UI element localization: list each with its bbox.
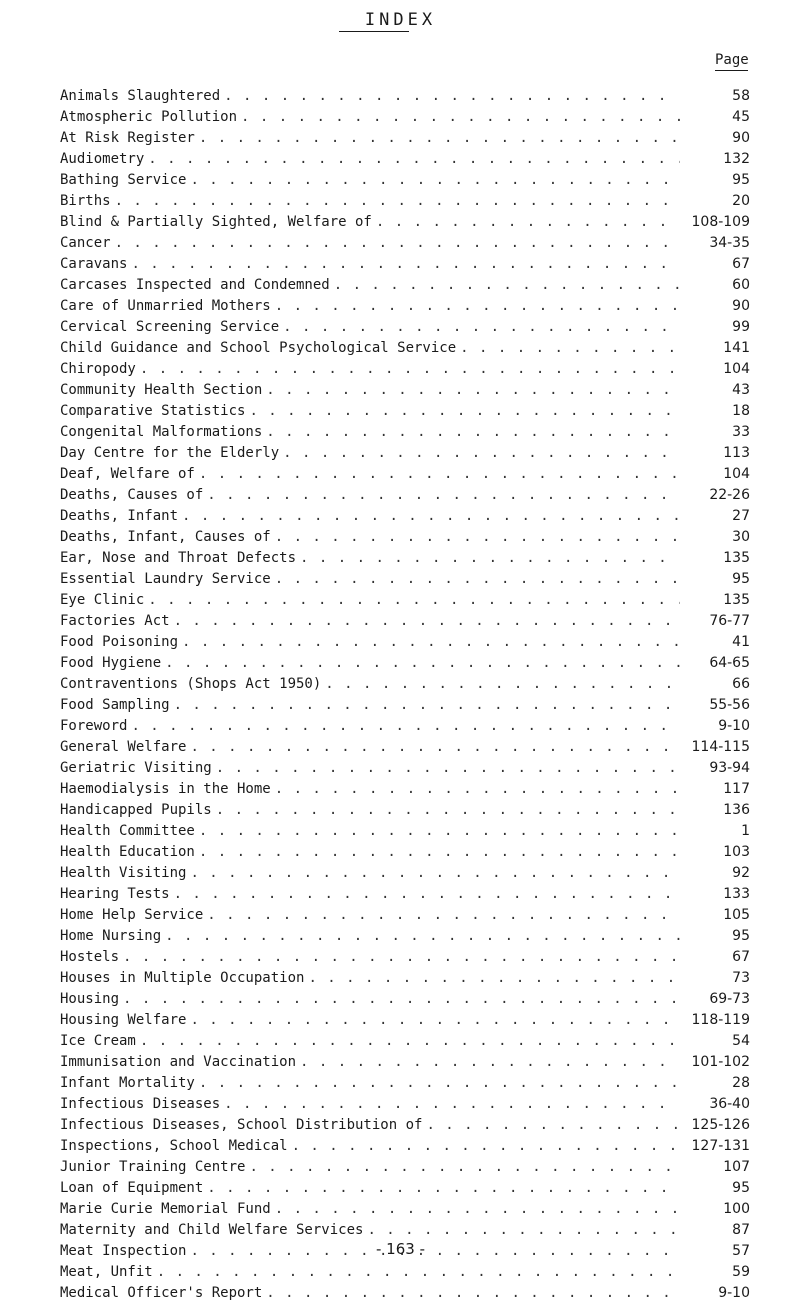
index-entry-label: Infectious Diseases, School Distribution of [60, 1117, 423, 1133]
index-entry-label: Deaths, Causes of [60, 487, 204, 503]
index-entry [60, 382, 750, 403]
index-entry-label: Loan of Equipment [60, 1180, 204, 1196]
index-entry-label: Essential Laundry Service [60, 571, 271, 587]
index-entry-label: Ice Cream [60, 1033, 136, 1049]
index-entry-page: 36-40 [709, 1096, 750, 1112]
index-entry-label: General Welfare [60, 739, 187, 755]
index-entry [60, 718, 750, 739]
index-entry-page: 87 [732, 1222, 750, 1238]
index-entry-label: Health Education [60, 844, 195, 860]
index-entry-page: 95 [732, 928, 750, 944]
index-entry-page: 43 [732, 382, 750, 398]
index-entry-page: 135 [723, 550, 750, 566]
dot-leader [203, 487, 680, 503]
dot-leader [144, 592, 680, 608]
index-entry-label: Houses in Multiple Occupation [60, 970, 305, 986]
index-entry-page: 104 [723, 466, 750, 482]
index-entry-label: Cancer [60, 235, 111, 251]
dot-leader [161, 655, 680, 671]
index-entry [60, 634, 750, 655]
index-entry-page: 22-26 [709, 487, 750, 503]
index-entry-label: Chiropody [60, 361, 136, 377]
dot-leader [195, 466, 680, 482]
dot-leader [119, 949, 680, 965]
index-entry-label: Blind & Partially Sighted, Welfare of [60, 214, 372, 230]
index-entry [60, 907, 750, 928]
index-entry-label: Health Committee [60, 823, 195, 839]
index-entry-page: 66 [732, 676, 750, 692]
index-entry-page: 92 [732, 865, 750, 881]
index-entry [60, 1201, 750, 1222]
index-entry-page: 141 [723, 340, 750, 356]
dot-leader [161, 928, 680, 944]
page-column-heading: Page [715, 52, 749, 68]
index-entry-page: 113 [723, 445, 750, 461]
index-entry-label: Geriatric Visiting [60, 760, 212, 776]
index-entry-page: 95 [732, 571, 750, 587]
index-entry-label: Infant Mortality [60, 1075, 195, 1091]
index-entry-page: 95 [732, 172, 750, 188]
index-entry-page: 58 [732, 88, 750, 104]
index-entry-page: 136 [723, 802, 750, 818]
index-entry [60, 214, 750, 235]
index-entry-page: 118-119 [691, 1012, 750, 1028]
index-entry-label: Housing [60, 991, 120, 1007]
index-entry-label: Maternity and Child Welfare Services [60, 1222, 364, 1238]
dot-leader [186, 172, 680, 188]
index-entry-page: 133 [723, 886, 750, 902]
index-entry-page: 114-115 [691, 739, 750, 755]
index-entry-label: Carcases Inspected and Condemned [60, 277, 330, 293]
page-number: - 163 - [376, 1240, 425, 1258]
dot-leader [288, 1138, 680, 1154]
index-entry-page: 127-131 [691, 1138, 750, 1154]
index-entry-page: 64-65 [709, 655, 750, 671]
index-entry-label: Medical Officer's Report [60, 1285, 263, 1301]
index-entry-label: Comparative Statistics [60, 403, 246, 419]
index-entry [60, 172, 750, 193]
dot-leader [422, 1117, 680, 1133]
index-entry [60, 1054, 750, 1075]
index-entry [60, 130, 750, 151]
dot-leader [296, 1054, 680, 1070]
index-entry-page: 108-109 [691, 214, 750, 230]
index-entry-page: 125-126 [691, 1117, 750, 1133]
dot-leader [456, 340, 680, 356]
index-entry [60, 802, 750, 823]
dot-leader [212, 802, 680, 818]
index-entry [60, 193, 750, 214]
index-entry [60, 1138, 750, 1159]
index-entry-label: Infectious Diseases [60, 1096, 221, 1112]
index-entry [60, 1033, 750, 1054]
index-entry-label: Marie Curie Memorial Fund [60, 1201, 271, 1217]
dot-leader [296, 550, 680, 566]
dot-leader [220, 88, 680, 104]
index-entry [60, 235, 750, 256]
index-entry [60, 1117, 750, 1138]
index-entry-label: Food Sampling [60, 697, 170, 713]
index-entry-label: Atmospheric Pollution [60, 109, 238, 125]
index-entry-page: 107 [723, 1159, 750, 1175]
dot-leader [237, 109, 680, 125]
index-entry-page: 90 [732, 130, 750, 146]
index-entry-page: 20 [732, 193, 750, 209]
dot-leader [136, 361, 680, 377]
index-entry-label: Meat, Unfit [60, 1264, 153, 1280]
index-entry [60, 277, 750, 298]
index-entry-label: Food Poisoning [60, 634, 179, 650]
dot-leader [271, 781, 680, 797]
dot-leader [144, 151, 680, 167]
index-entry [60, 529, 750, 550]
index-entry-label: Deaths, Infant [60, 508, 179, 524]
dot-leader [195, 823, 680, 839]
dot-leader [203, 1180, 680, 1196]
index-entry [60, 424, 750, 445]
index-entry [60, 676, 750, 697]
index-entry-page: 73 [732, 970, 750, 986]
index-entry-label: Community Health Section [60, 382, 263, 398]
dot-leader [186, 1012, 680, 1028]
index-entry-page: 45 [732, 109, 750, 125]
index-entry [60, 823, 750, 844]
index-entry [60, 256, 750, 277]
index-entry-label: Foreword [60, 718, 128, 734]
dot-leader [262, 382, 680, 398]
dot-leader [170, 886, 680, 902]
dot-leader [372, 214, 680, 230]
index-entry [60, 508, 750, 529]
index-entry [60, 928, 750, 949]
dot-leader [220, 1096, 680, 1112]
dot-leader [304, 970, 680, 986]
dot-leader [127, 256, 680, 272]
index-entry [60, 1012, 750, 1033]
index-entry-page: 105 [723, 907, 750, 923]
index-entry [60, 361, 750, 382]
index-entry [60, 1264, 750, 1285]
dot-leader [111, 193, 680, 209]
dot-leader [279, 319, 680, 335]
index-entry-label: Contraventions (Shops Act 1950) [60, 676, 322, 692]
index-entry-page: 103 [723, 844, 750, 860]
index-entry-page: 30 [732, 529, 750, 545]
index-entry [60, 550, 750, 571]
index-entry [60, 1285, 750, 1306]
index-entry-label: Ear, Nose and Throat Defects [60, 550, 297, 566]
index-entry-label: Bathing Service [60, 172, 187, 188]
index-entry-page: 69-73 [709, 991, 750, 1007]
index-entry-label: Care of Unmarried Mothers [60, 298, 271, 314]
index-entry [60, 1180, 750, 1201]
index-entry-page: 100 [723, 1201, 750, 1217]
index-entry [60, 991, 750, 1012]
index-entry-page: 34-35 [709, 235, 750, 251]
dot-leader [271, 298, 680, 314]
dot-leader [195, 130, 680, 146]
index-entry-page: 99 [732, 319, 750, 335]
index-entry-label: Home Nursing [60, 928, 162, 944]
index-entry-page: 104 [723, 361, 750, 377]
index-entry-label: Eye Clinic [60, 592, 145, 608]
index-entry [60, 88, 750, 109]
index-entry-label: Child Guidance and School Psychological Service [60, 340, 457, 356]
index-entry [60, 1075, 750, 1096]
index-entry-page: 57 [732, 1243, 750, 1259]
index-entry [60, 739, 750, 760]
index-entry-page: 9-10 [718, 718, 750, 734]
index-entry-page: 1 [741, 823, 750, 839]
index-entry-page: 28 [732, 1075, 750, 1091]
index-entry [60, 592, 750, 613]
index-entry [60, 886, 750, 907]
index-entry-page: 117 [723, 781, 750, 797]
index-entry-label: Junior Training Centre [60, 1159, 246, 1175]
dot-leader [178, 634, 680, 650]
index-entry [60, 865, 750, 886]
index-entry [60, 1096, 750, 1117]
index-entry [60, 1159, 750, 1180]
index-title: INDEX [364, 10, 437, 30]
index-entry [60, 151, 750, 172]
index-entry-label: Audiometry [60, 151, 145, 167]
dot-leader [262, 424, 680, 440]
dot-leader [186, 739, 680, 755]
dot-leader [170, 697, 680, 713]
index-entry-page: 9-10 [718, 1285, 750, 1301]
dot-leader [178, 508, 680, 524]
dot-leader [279, 445, 680, 461]
index-entry-page: 59 [732, 1264, 750, 1280]
index-entry-page: 54 [732, 1033, 750, 1049]
index-entry-label: Cervical Screening Service [60, 319, 280, 335]
dot-leader [203, 907, 680, 923]
page-heading-underline [715, 70, 748, 71]
index-entry [60, 844, 750, 865]
dot-leader [111, 235, 680, 251]
index-entry [60, 109, 750, 130]
dot-leader [136, 1033, 680, 1049]
index-entry-page: 135 [723, 592, 750, 608]
index-entry-label: Births [60, 193, 111, 209]
dot-leader [321, 676, 680, 692]
index-entry-label: Animals Slaughtered [60, 88, 221, 104]
index-entry-label: Deaths, Infant, Causes of [60, 529, 271, 545]
index-entry-label: Home Help Service [60, 907, 204, 923]
index-entry-label: Immunisation and Vaccination [60, 1054, 297, 1070]
index-entry-page: 27 [732, 508, 750, 524]
dot-leader [127, 718, 680, 734]
index-entry-page: 93-94 [709, 760, 750, 776]
index-entry-page: 132 [723, 151, 750, 167]
index-entry [60, 970, 750, 991]
index-entry [60, 655, 750, 676]
index-entry-label: Hostels [60, 949, 120, 965]
index-entry-label: Food Hygiene [60, 655, 162, 671]
dot-leader [271, 1201, 680, 1217]
index-entry [60, 613, 750, 634]
dot-leader [245, 403, 680, 419]
index-entry-page: 55-56 [709, 697, 750, 713]
index-entry [60, 781, 750, 802]
dot-leader [271, 571, 680, 587]
index-entry [60, 445, 750, 466]
dot-leader [212, 760, 680, 776]
index-entry [60, 403, 750, 424]
dot-leader [262, 1285, 680, 1301]
index-entry-list [60, 88, 750, 1306]
index-entry-page: 67 [732, 949, 750, 965]
index-entry-label: Housing Welfare [60, 1012, 187, 1028]
dot-leader [195, 844, 680, 860]
dot-leader [186, 865, 680, 881]
index-entry-page: 90 [732, 298, 750, 314]
index-entry-page: 18 [732, 403, 750, 419]
dot-leader [330, 277, 680, 293]
dot-leader [119, 991, 680, 1007]
index-entry-page: 60 [732, 277, 750, 293]
dot-leader [195, 1075, 680, 1091]
index-entry-label: Deaf, Welfare of [60, 466, 195, 482]
index-entry [60, 571, 750, 592]
index-entry-page: 67 [732, 256, 750, 272]
index-entry-label: At Risk Register [60, 130, 195, 146]
index-entry-label: Handicapped Pupils [60, 802, 212, 818]
index-entry [60, 487, 750, 508]
index-entry [60, 697, 750, 718]
index-entry [60, 466, 750, 487]
index-entry-page: 101-102 [691, 1054, 750, 1070]
index-entry [60, 298, 750, 319]
index-entry-page: 76-77 [709, 613, 750, 629]
index-entry-label: Health Visiting [60, 865, 187, 881]
index-entry-page: 41 [732, 634, 750, 650]
index-entry-label: Factories Act [60, 613, 170, 629]
title-underline [339, 31, 409, 32]
dot-leader [153, 1264, 680, 1280]
dot-leader [271, 529, 680, 545]
index-entry-page: 95 [732, 1180, 750, 1196]
index-entry [60, 340, 750, 361]
dot-leader [245, 1159, 680, 1175]
dot-leader [170, 613, 680, 629]
index-entry [60, 760, 750, 781]
index-entry-label: Haemodialysis in the Home [60, 781, 271, 797]
index-entry-label: Caravans [60, 256, 128, 272]
index-entry-label: Day Centre for the Elderly [60, 445, 280, 461]
dot-leader [363, 1222, 680, 1238]
index-entry-page: 33 [732, 424, 750, 440]
index-entry-label: Inspections, School Medical [60, 1138, 288, 1154]
index-entry [60, 319, 750, 340]
index-entry-label: Congenital Malformations [60, 424, 263, 440]
index-entry-label: Hearing Tests [60, 886, 170, 902]
index-entry-label: Meat Inspection [60, 1243, 187, 1259]
index-entry [60, 949, 750, 970]
